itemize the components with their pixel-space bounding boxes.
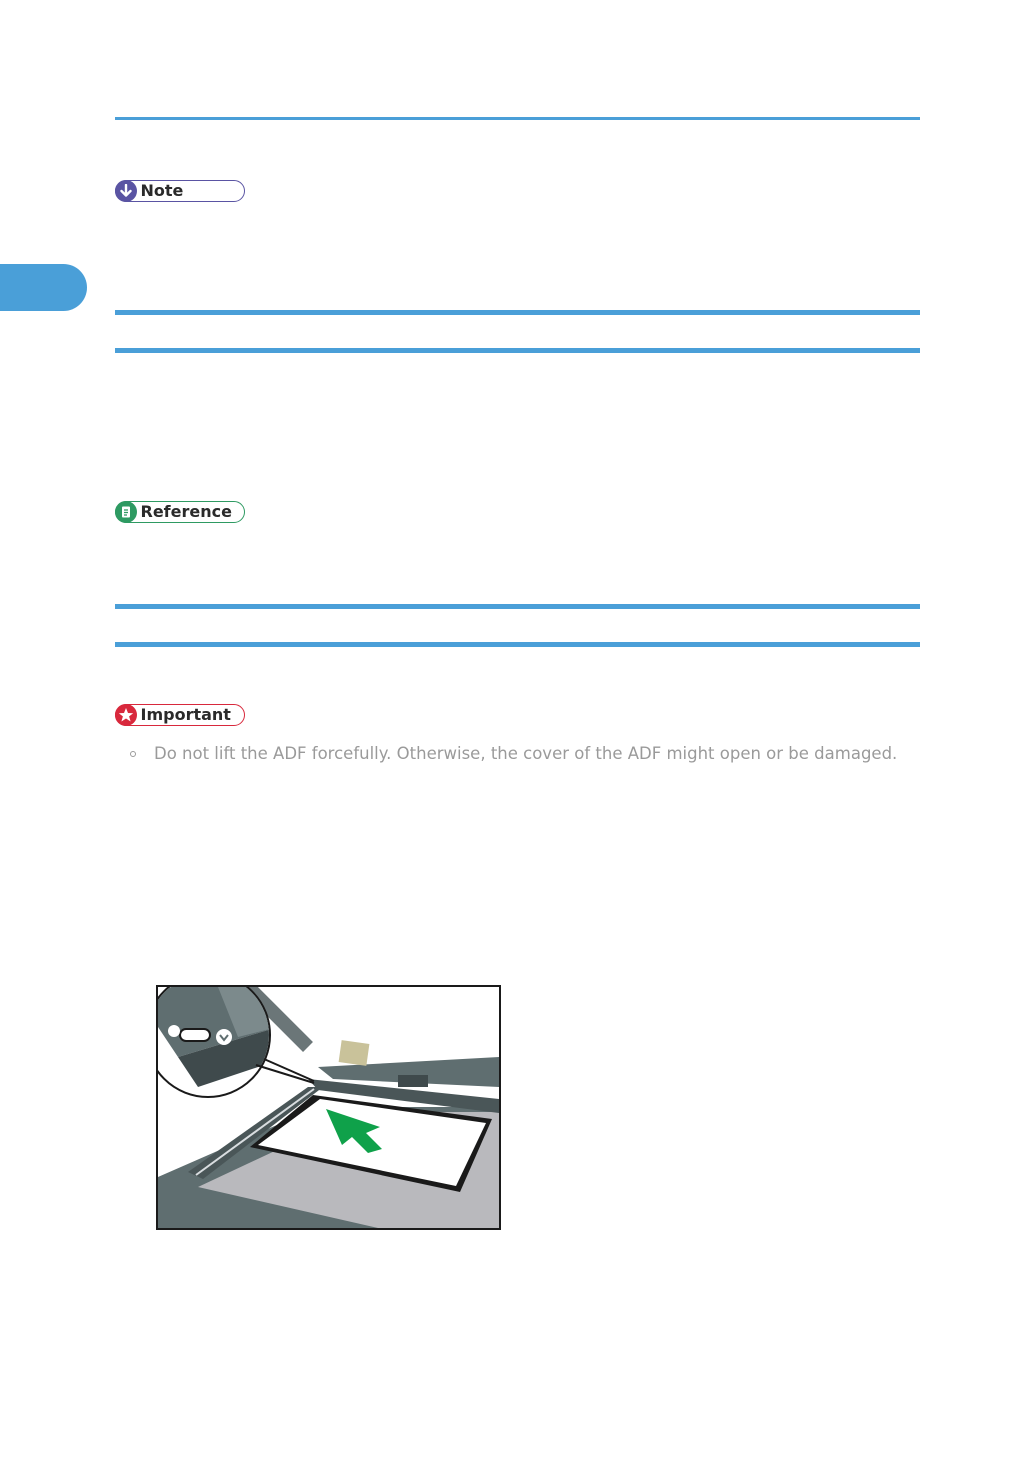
- important-item-text: Do not lift the ADF forcefully. Otherwise, the cover of the ADF might open or be damaged.: [154, 744, 898, 763]
- bullet-marker: [130, 751, 136, 757]
- star-icon: [115, 704, 137, 726]
- important-label: Important: [140, 705, 231, 724]
- illustration-svg: [158, 987, 499, 1228]
- section-rule-top-1: [115, 310, 920, 315]
- important-item: [130, 744, 897, 763]
- reference-label: Reference: [140, 502, 232, 521]
- important-callout: [115, 704, 245, 726]
- exposure-glass-illustration: [156, 985, 501, 1230]
- chapter-tab: [0, 264, 87, 311]
- document-icon: [115, 501, 137, 523]
- reference-callout: [115, 501, 245, 523]
- note-label: Note: [140, 181, 184, 200]
- note-callout: [115, 180, 245, 202]
- header-rule: [115, 117, 920, 120]
- section-rule-top-2: [115, 604, 920, 609]
- section-rule-bottom-1: [115, 348, 920, 353]
- section-rule-bottom-2: [115, 642, 920, 647]
- arrow-down-icon: [115, 180, 137, 202]
